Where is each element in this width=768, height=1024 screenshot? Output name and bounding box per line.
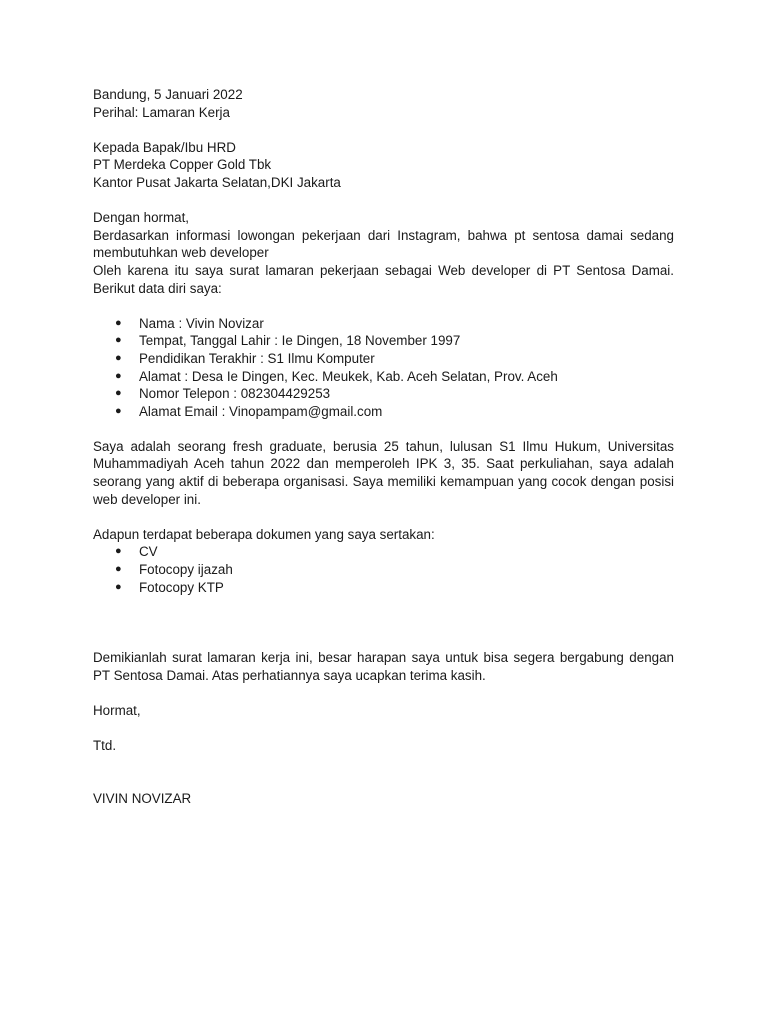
greeting: Dengan hormat, xyxy=(93,210,190,226)
recipient-line-2: PT Merdeka Copper Gold Tbk xyxy=(93,157,272,173)
bullet-icon: ● xyxy=(115,545,122,558)
letter-page xyxy=(93,86,674,807)
documents-intro: Adapun terdapat beberapa dokumen yang saya sertakan: xyxy=(93,526,435,542)
bullet-icon: ● xyxy=(115,351,122,364)
opening-paragraph-1: Berdasarkan informasi lowongan pekerjaan dari Instagram, bahwa pt sentosa damai sedang membutuhkan web developer xyxy=(93,227,674,261)
regards: Hormat, xyxy=(93,702,141,718)
signer-name: VIVIN NOVIZAR xyxy=(93,790,192,806)
list-item: ● Alamat : Desa Ie Dingen, Kec. Meukek, Kab. Aceh Selatan, Prov. Aceh xyxy=(115,368,558,384)
list-item: ● Tempat, Tanggal Lahir : Ie Dingen, 18 November 1997 xyxy=(115,333,461,349)
bullet-icon: ● xyxy=(115,404,122,417)
signature-mark: Ttd. xyxy=(93,737,117,753)
bullet-icon: ● xyxy=(115,316,122,329)
recipient-line-1: Kepada Bapak/Ibu HRD xyxy=(93,139,236,155)
bullet-icon: ● xyxy=(115,563,122,576)
documents-list xyxy=(93,543,674,596)
list-item: ● Fotocopy KTP xyxy=(115,579,224,595)
bullet-icon: ● xyxy=(115,387,122,400)
opening-paragraph-2: Oleh karena itu saya surat lamaran pekerjaan sebagai Web developer di PT Sentosa Damai. Berikut data diri saya: xyxy=(93,262,674,296)
summary-paragraph: Saya adalah seorang fresh graduate, berusia 25 tahun, lulusan S1 Ilmu Hukum, Universitas Muhammadiyah Aceh tahun 2022 dan memperoleh IPK 3, 35. Saat perkuliahan, saya adalah seorang yang aktif di beberapa organisasi. Saya memiliki kemampuan yang cocok dengan posisi web developer ini. xyxy=(93,438,674,507)
closing-paragraph: Demikianlah surat lamaran kerja ini, besar harapan saya untuk bisa segera bergabung dengan PT Sentosa Damai. Atas perhatiannya saya ucapkan terima kasih. xyxy=(93,650,674,683)
list-item: ● Alamat Email : Vinopampam@gmail.com xyxy=(115,403,383,419)
list-item: ● Nomor Telepon : 082304429253 xyxy=(115,386,331,402)
list-item: ● CV xyxy=(115,544,158,560)
bullet-icon: ● xyxy=(115,580,122,593)
bullet-icon: ● xyxy=(115,369,122,382)
list-item: ● Fotocopy ijazah xyxy=(115,562,233,578)
personal-data-list xyxy=(93,315,674,421)
place-date: Bandung, 5 Januari 2022 xyxy=(93,87,243,102)
subject-line: Perihal: Lamaran Kerja xyxy=(93,104,230,120)
bullet-icon: ● xyxy=(115,334,122,347)
recipient-line-3: Kantor Pusat Jakarta Selatan,DKI Jakarta xyxy=(93,174,341,190)
list-item: ● Nama : Vivin Novizar xyxy=(115,315,264,331)
list-item: ● Pendidikan Terakhir : S1 Ilmu Komputer xyxy=(115,350,375,366)
